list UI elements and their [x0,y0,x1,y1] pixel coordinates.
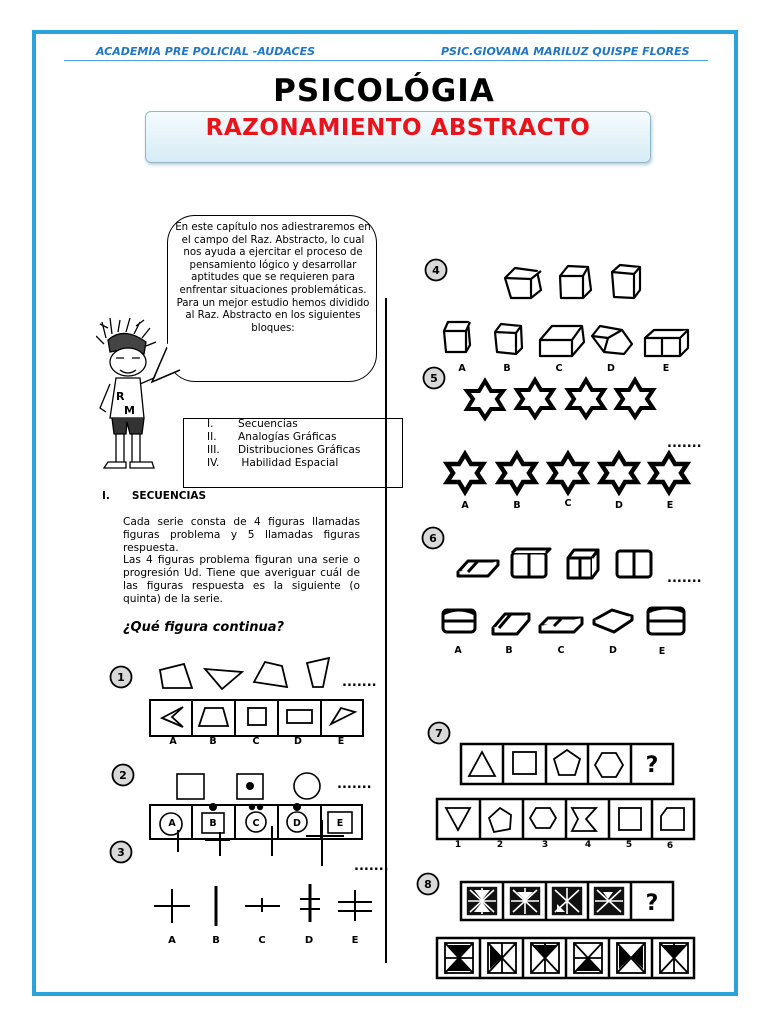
dots: ....... [337,777,372,792]
exercise-6 [423,528,702,658]
question-heading: ¿Qué figura continua? [123,620,285,635]
subtitle: RAZONAMIENTO ABSTRACTO [205,115,591,141]
exercise-number: 3 [117,846,125,859]
option-label: D [294,736,302,747]
block-item: I. Secuencias [207,418,298,430]
option-label: A [461,500,469,511]
section-heading: I. SECUENCIAS [102,490,207,502]
option-label: E [336,818,344,829]
dots: ....... [667,436,702,451]
exercise-7 [429,723,695,852]
exercise-number: 1 [117,671,125,684]
dots: ....... [354,859,389,874]
exercise-number: 2 [119,769,127,782]
option-label: 5 [625,840,633,850]
question-mark: ? [645,753,659,778]
option-label: E [662,363,670,374]
option-label: A [168,818,176,829]
option-label: C [252,736,260,747]
option-label: D [615,500,623,511]
exercise-4 [426,260,689,375]
option-label: A [168,935,176,946]
option-label: 1 [454,840,462,850]
exercise-number: 6 [429,532,437,545]
page-title: PSICOLÓGIA [273,73,495,109]
option-label: 3 [541,840,549,850]
option-label: E [666,500,674,511]
option-label: A [169,736,177,747]
section-text: Cada serie consta de 4 figuras llamadas figuras problema y 5 llamadas figuras respuesta. Las 4 figuras problema figuran una serie o progresión Ud. Tiene que averiguar cuál de las figuras respuesta es la siguiente (o quinta) de la serie. [123,516,360,605]
block-item: III. Distribuciones Gráficas [207,444,361,456]
exercise-number: 8 [424,878,432,891]
dots: ....... [342,675,377,690]
option-label: C [258,935,266,946]
intro-text: En este capítulo nos adiestraremos en el campo del Raz. Abstracto, lo cual nos ayuda a ejercitar el proceso de pensamiento lógico y desarrollar aptitudes que se requieren para enfrentar situaciones problemáticas. Para un mejor estudio hemos dividido al Raz. Abstracto en los siguientes bloques: [175,222,371,334]
option-label: B [505,645,513,656]
option-label: C [252,818,260,829]
mascot-letter-r: R [116,390,125,403]
option-label: 4 [584,840,592,850]
option-label: B [513,500,521,511]
exercise-number: 7 [435,727,443,740]
option-label: D [607,363,615,374]
exercise-2 [113,765,372,867]
option-label: D [609,645,617,656]
option-label: C [555,363,563,374]
option-label: D [293,818,301,829]
header-academy: ACADEMIA PRE POLICIAL -AUDACES [96,45,316,58]
exercise-1 [111,658,377,747]
option-label: C [564,498,572,509]
exercise-3 [111,842,389,947]
option-label: B [503,363,511,374]
option-label: A [454,645,462,656]
option-label: B [209,818,217,829]
exercise-number: 5 [430,372,438,385]
option-label: E [658,646,666,657]
dots: ....... [667,571,702,586]
option-label: E [351,935,359,946]
question-mark: ? [645,891,659,916]
option-label: B [209,736,217,747]
header-author: PSIC.GIOVANA MARILUZ QUISPE FLORES [441,45,690,58]
exercise-number: 4 [432,264,440,277]
option-label: 6 [666,841,674,851]
block-item: IV. Habilidad Espacial [207,457,339,469]
exercise-8 [418,874,695,979]
option-label: D [304,935,314,946]
option-label: 2 [496,840,504,850]
option-label: C [557,645,565,656]
option-label: B [212,935,220,946]
block-item: II. Analogías Gráficas [207,431,337,443]
mascot-letter-m: M [124,404,135,417]
exercise-5 [424,368,702,512]
option-label: A [458,363,466,374]
option-label: E [337,736,345,747]
